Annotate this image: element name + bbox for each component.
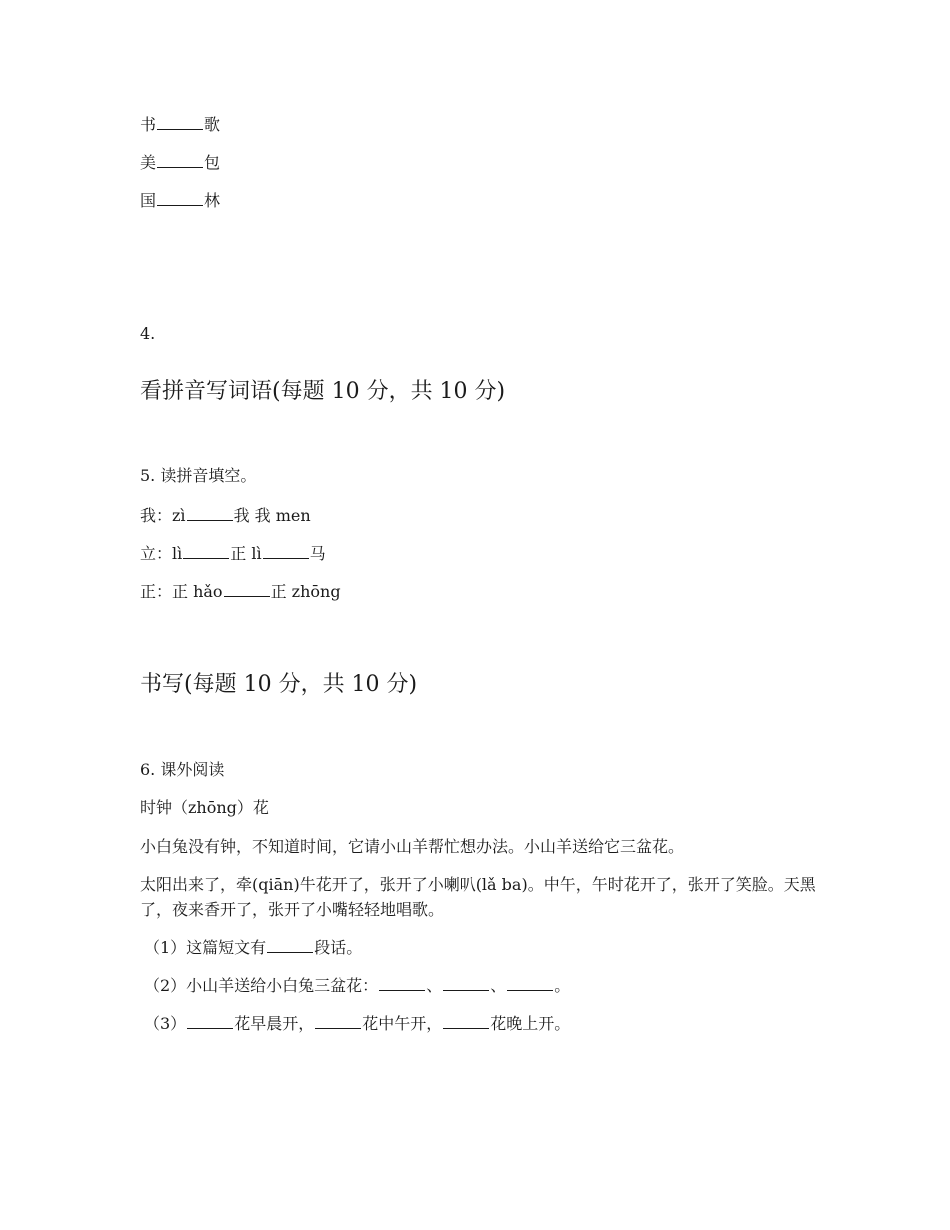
prompt-text: （3） [144,1014,187,1033]
answer-blank[interactable] [267,936,313,953]
prompt-text: 立：lì [140,544,183,563]
word-left: 美 [140,153,157,172]
question-5-row-3 [140,580,341,602]
question-5-row-2 [140,542,326,564]
prompt-text: 正 lì [230,544,262,563]
answer-blank[interactable] [187,1012,233,1029]
word-left: 书 [140,115,157,134]
prompt-text: 我：zì [140,506,186,525]
prompt-text: 正 zhōng [270,582,341,601]
word-line-2 [140,151,220,173]
word-right: 歌 [204,115,221,134]
prompt-text: 段话。 [314,938,363,957]
story-paragraph-1: 小白兔没有钟，不知道时间，它请小山羊帮忙想办法。小山羊送给它三盆花。 [140,837,685,856]
answer-blank[interactable] [315,1012,361,1029]
prompt-text: 正：正 hǎo [140,582,223,601]
prompt-text: 我 我 men [233,506,311,525]
section-title-writing: 书写(每题 10 分，共 10 分) [140,672,418,697]
prompt-text: （1）这篇短文有 [144,938,267,957]
prompt-text: 花晚上开。 [490,1014,571,1033]
answer-blank[interactable] [379,974,425,991]
story-title: 时钟（zhōng）花 [140,798,269,817]
answer-blank[interactable] [443,974,489,991]
answer-blank[interactable] [443,1012,489,1029]
word-left: 国 [140,191,157,210]
answer-blank[interactable] [507,974,553,991]
sentence-end: 。 [554,976,571,995]
question-5-title: 5. 读拼音填空。 [140,466,257,485]
answer-blank[interactable] [157,151,203,168]
prompt-text: （2）小山羊送给小白兔三盆花： [144,976,379,995]
answer-blank[interactable] [187,504,233,521]
answer-blank[interactable] [157,189,203,206]
question-6-sub-1 [144,936,362,958]
word-right: 包 [204,153,221,172]
answer-blank[interactable] [224,580,270,597]
answer-blank[interactable] [183,542,229,559]
prompt-text: 花早晨开， [234,1014,315,1033]
question-6-sub-2 [144,974,570,996]
prompt-text: 花中午开， [362,1014,443,1033]
prompt-text: 马 [309,544,326,563]
answer-blank[interactable] [263,542,309,559]
word-line-3 [140,189,220,211]
word-right: 林 [204,191,221,210]
separator: 、 [490,976,507,995]
word-line-1 [140,113,220,135]
section-title-pinyin: 看拼音写词语(每题 10 分，共 10 分) [140,379,506,404]
question-4-number: 4. [140,324,156,343]
question-6-title: 6. 课外阅读 [140,760,225,779]
separator: 、 [426,976,443,995]
story-paragraph-2: 太阳出来了，牵(qiān)牛花开了，张开了小喇叭(lǎ ba)。中午，午时花开了，张开了笑脸。天黑了，夜来香开了，张开了小嘴轻轻地唱歌。 [140,875,816,919]
question-6-sub-3 [144,1012,570,1034]
question-5-row-1 [140,504,311,526]
answer-blank[interactable] [157,113,203,130]
